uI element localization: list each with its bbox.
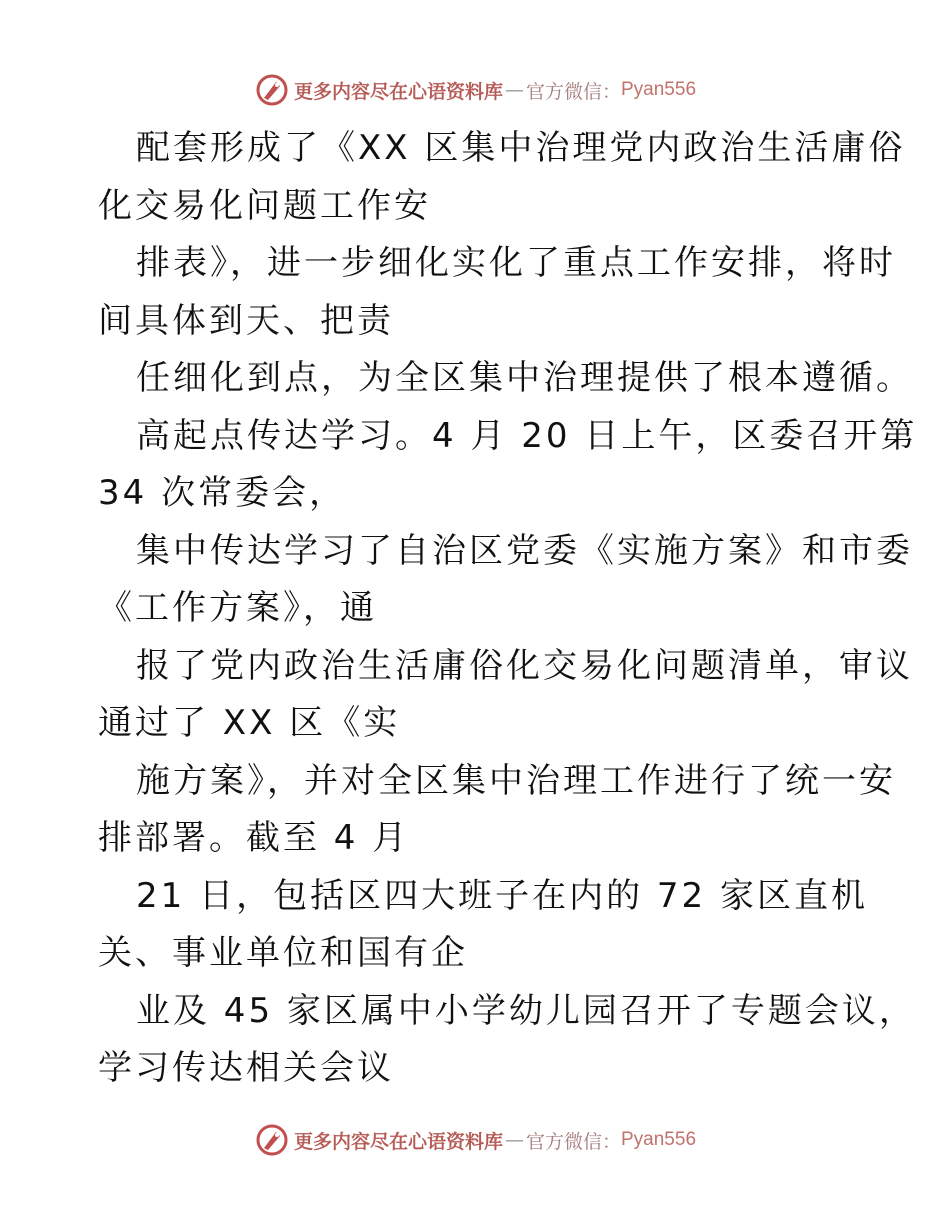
pen-nib-logo-icon (254, 1122, 290, 1158)
text-line: 《工作方案》，通 (98, 588, 377, 628)
watermark-account-id: Pyan556 (621, 79, 697, 100)
text-line: 排部署。截至 4 月 (98, 818, 410, 858)
text-line: 施方案》，并对全区集中治理工作进行了统一安 (136, 760, 896, 801)
text-line: 任细化到点，为全区集中治理提供了根本遵循。 (136, 358, 913, 398)
text-line: 学习传达相关会议 (98, 1048, 394, 1088)
watermark-account-label: 官方微信： (525, 1130, 621, 1153)
watermark-account-label: 官方微信： (525, 80, 621, 103)
text-line: 化交易化问题工作安 (98, 185, 431, 226)
watermark-account-id: Pyan556 (621, 1129, 697, 1150)
text-line: 配套形成了《XX 区集中治理党内政治生活庸俗 (136, 128, 906, 168)
text-line: 业及 45 家区属中小学幼儿园召开了专题会议， (136, 990, 916, 1031)
watermark-brand: 更多内容尽在心语资料库 (293, 80, 503, 103)
text-line: 21 日，包括区四大班子在内的 72 家区直机 (136, 875, 868, 916)
text-line: 关、事业单位和国有企 (98, 933, 468, 973)
watermark-separator: — (504, 1129, 524, 1151)
pen-nib-logo-icon (254, 72, 290, 108)
watermark-separator: — (504, 79, 524, 101)
text-line: 集中传达学习了自治区党委《实施方案》和市委 (136, 530, 913, 571)
footer-watermark (0, 1120, 950, 1160)
text-line: 间具体到天、把责 (98, 300, 394, 341)
header-watermark (0, 70, 950, 110)
text-line: 高起点传达学习。4 月 20 日上午，区委召开第 (136, 415, 918, 456)
text-line: 34 次常委会， (98, 473, 347, 513)
watermark-brand: 更多内容尽在心语资料库 (293, 1130, 503, 1153)
document-body (98, 120, 918, 1098)
text-line: 排表》，进一步细化实化了重点工作安排，将时 (136, 243, 896, 283)
text-line: 通过了 XX 区《实 (98, 703, 401, 743)
text-line: 报了党内政治生活庸俗化交易化问题清单，审议 (136, 645, 913, 686)
